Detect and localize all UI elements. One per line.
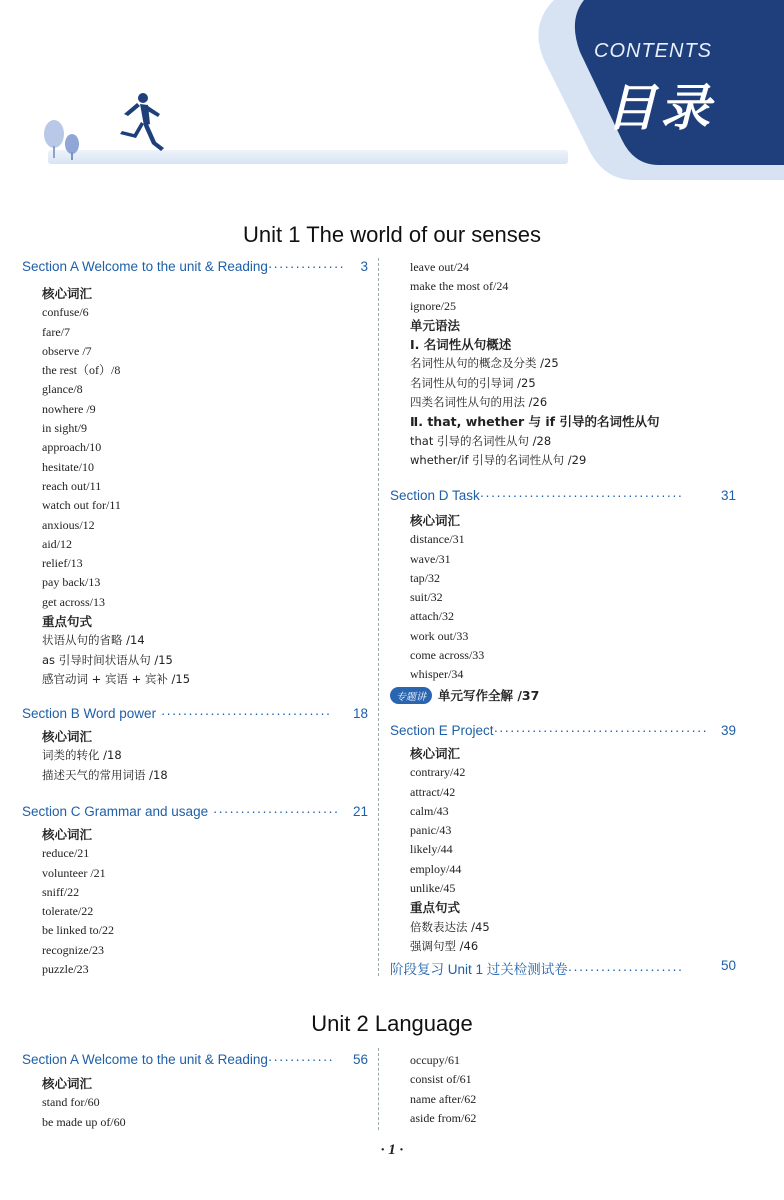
toc-line: 核心词汇 (410, 746, 461, 761)
section-label: Section D Task (390, 488, 480, 503)
tree-icon (44, 120, 79, 160)
toc-line: attract/42 (410, 784, 456, 799)
special-topic-badge: 专题讲 (390, 687, 432, 704)
toc-line: 状语从句的省略 /14 (42, 633, 145, 648)
header-illustration (40, 88, 180, 163)
toc-line: ignore/25 (410, 298, 456, 313)
toc-line: in sight/9 (42, 421, 88, 436)
unit1-section-b-list (42, 727, 168, 785)
unit2-right-list (410, 1051, 476, 1128)
toc-line: 名词性从句的引导词 /25 (410, 375, 536, 390)
toc-line: volunteer /21 (42, 865, 106, 880)
review-page: 50 (720, 958, 736, 973)
toc-line: pay back/13 (42, 575, 101, 590)
toc-line: that 引导的名词性从句 /28 (410, 433, 552, 448)
toc-line: reduce/21 (42, 846, 90, 861)
toc-line: leave out/24 (410, 260, 469, 274)
toc-line: 核心词汇 (410, 513, 461, 528)
toc-line: relief/13 (42, 556, 83, 571)
toc-line: confuse/6 (42, 305, 89, 320)
unit1-section-e-list (410, 744, 490, 956)
toc-line: distance/31 (410, 532, 465, 547)
toc-line: recognize/23 (42, 942, 104, 957)
toc-line: 名词性从句的概念及分类 /25 (410, 356, 559, 371)
toc-line: make the most of/24 (410, 279, 509, 294)
contents-english-label: CONTENTS (594, 40, 712, 62)
toc-line: employ/44 (410, 861, 462, 876)
toc-line: panic/43 (410, 823, 452, 838)
toc-line: fare/7 (42, 324, 70, 339)
section-label: Section C Grammar and usage (22, 804, 209, 819)
runner-icon (120, 93, 164, 151)
toc-line: hesitate/10 (42, 459, 94, 474)
toc-line: aside from/62 (410, 1110, 477, 1125)
toc-line: whisper/34 (410, 667, 464, 682)
unit1-section-e-heading[interactable]: Section E Project······································· 39 (390, 723, 736, 738)
toc-line: be linked to/22 (42, 923, 114, 938)
toc-line: name after/62 (410, 1091, 477, 1106)
toc-line: 四类名词性从句的用法 /26 (410, 395, 548, 410)
unit1-section-d-heading[interactable]: Section D Task····································· 31 (390, 488, 736, 503)
toc-line: contrary/42 (410, 765, 466, 780)
toc-line: tap/32 (410, 570, 440, 585)
toc-line: suit/32 (410, 590, 443, 605)
section-page: 18 (352, 706, 368, 721)
toc-line: 描述天气的常用词语 /18 (42, 767, 168, 782)
toc-line: observe /7 (42, 343, 92, 358)
unit2-section-a-heading[interactable]: Section A Welcome to the unit & Reading············ 56 (22, 1052, 368, 1067)
unit1-section-d-list (410, 511, 484, 685)
toc-line: calm/43 (410, 803, 449, 818)
toc-line: wave/31 (410, 551, 451, 566)
toc-line: aid/12 (42, 536, 72, 551)
section-page: 3 (360, 259, 368, 274)
unit1-review-heading[interactable]: 阶段复习 Unit 1 过关检测试卷····················· 50 (390, 958, 736, 977)
toc-line: 单元语法 (410, 317, 461, 333)
section-label: Section A Welcome to the unit & Reading (22, 259, 268, 274)
unit1-title: Unit 1 The world of our senses (243, 222, 541, 247)
toc-line: 强调句型 /46 (410, 938, 479, 953)
toc-line: whether/if 引导的名词性从句 /29 (410, 452, 587, 467)
toc-line: as 引导时间状语从句 /15 (42, 652, 173, 667)
unit2-section-a-list (42, 1074, 126, 1132)
section-page: 31 (720, 488, 736, 503)
toc-line: sniff/22 (42, 884, 80, 899)
section-page: 39 (720, 723, 736, 738)
toc-line: be made up of/60 (42, 1114, 126, 1129)
toc-line: Ⅱ. that, whether 与 if 引导的名词性从句 (410, 414, 660, 430)
unit2-title: Unit 2 Language (311, 1011, 473, 1036)
section-label: Section B Word power (22, 706, 157, 721)
section-page: 21 (352, 804, 368, 819)
toc-line: 核心词汇 (42, 1076, 93, 1091)
toc-line: 核心词汇 (42, 827, 93, 842)
toc-line: 词类的转化 /18 (42, 748, 122, 763)
toc-line: work out/33 (410, 628, 469, 643)
unit1-grammar-list (410, 258, 659, 470)
toc-line: reach out/11 (42, 478, 102, 493)
toc-line: glance/8 (42, 382, 83, 397)
toc-line: likely/44 (410, 842, 453, 857)
section-label: Section E Project (390, 723, 494, 738)
column-divider (378, 1048, 379, 1130)
toc-line: Ⅰ. 名词性从句概述 (410, 337, 512, 353)
toc-line: puzzle/23 (42, 962, 89, 977)
unit1-section-a-heading[interactable]: Section A Welcome to the unit & Reading·············· 3 (22, 259, 368, 274)
toc-line: attach/32 (410, 609, 454, 624)
toc-line: occupy/61 (410, 1053, 460, 1067)
toc-line: approach/10 (42, 440, 102, 455)
toc-line: 感官动词 + 宾语 + 宾补 /15 (42, 671, 191, 686)
toc-line: 倍数表达法 /45 (410, 919, 490, 934)
column-divider (378, 258, 379, 976)
special-topic-text: 单元写作全解 /37 (438, 688, 540, 703)
toc-line: 核心词汇 (42, 286, 93, 301)
toc-line: 重点句式 (42, 614, 93, 630)
unit1-section-c-heading[interactable]: Section C Grammar and usage ······················· 21 (22, 804, 368, 819)
toc-line: get across/13 (42, 594, 105, 609)
toc-line: stand for/60 (42, 1095, 100, 1110)
unit1-section-b-heading[interactable]: Section B Word power ······························· 18 (22, 706, 368, 721)
review-label: 阶段复习 Unit 1 过关检测试卷 (390, 962, 568, 977)
page-number: · 1 · (380, 1142, 404, 1158)
toc-line: nowhere /9 (42, 401, 96, 416)
toc-line: 重点句式 (410, 900, 461, 916)
special-topic[interactable] (390, 686, 539, 704)
toc-line: tolerate/22 (42, 904, 94, 919)
toc-line: anxious/12 (42, 517, 95, 532)
toc-line: unlike/45 (410, 881, 456, 896)
unit1-section-a-list (42, 284, 190, 689)
toc-line: watch out for/11 (42, 498, 121, 513)
toc-line: consist of/61 (410, 1072, 472, 1087)
toc-line: the rest（of）/8 (42, 363, 121, 378)
unit1-section-c-list (42, 825, 114, 979)
toc-line: 核心词汇 (42, 729, 93, 744)
toc-line: come across/33 (410, 648, 485, 663)
section-page: 56 (352, 1052, 368, 1067)
section-label: Section A Welcome to the unit & Reading (22, 1052, 268, 1067)
contents-chinese-title: 目录 (606, 79, 714, 137)
